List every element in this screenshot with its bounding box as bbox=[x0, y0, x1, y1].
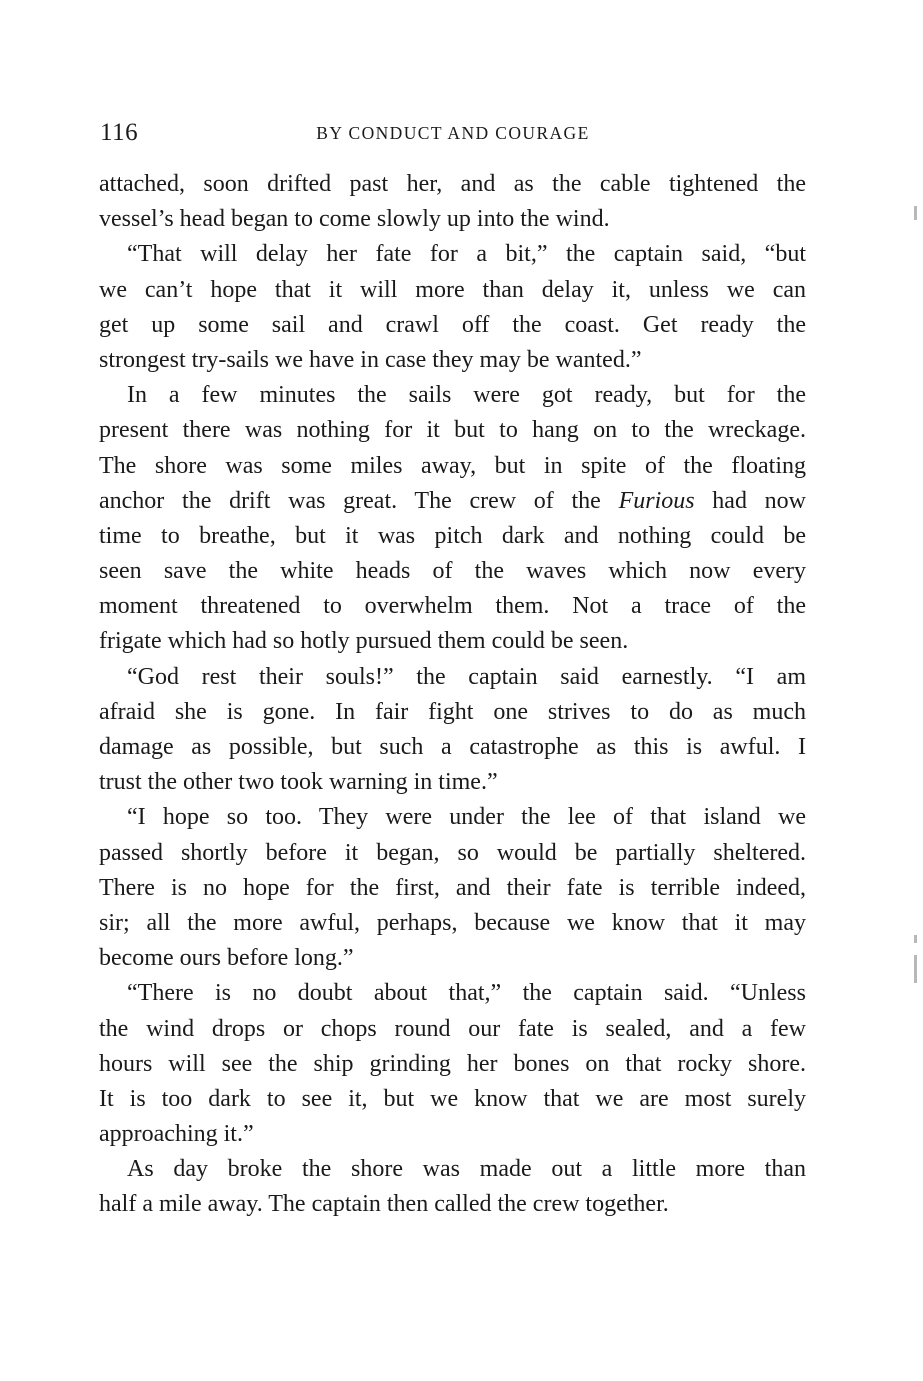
text-line: There is no hope for the first, and their fate is terrible indeed, bbox=[99, 874, 806, 901]
text-line: afraid she is gone. In fair fight one strives to do as much bbox=[99, 698, 806, 725]
text-line: trust the other two took warning in time.” bbox=[99, 769, 498, 796]
running-head: BY CONDUCT AND COURAGE bbox=[316, 123, 590, 143]
scan-mark bbox=[914, 955, 917, 983]
ship-name: Furious bbox=[618, 487, 695, 514]
text-line: “That will delay her fate for a bit,” the captain said, “but bbox=[127, 241, 806, 268]
text-line: strongest try-sails we have in case they may be wanted.” bbox=[99, 346, 642, 373]
text-line: half a mile away. The captain then called the crew together. bbox=[99, 1191, 669, 1218]
text-line: passed shortly before it began, so would be partially sheltered. bbox=[99, 839, 806, 866]
text-line: moment threatened to overwhelm them. Not a trace of the bbox=[99, 593, 806, 620]
text-line: The shore was some miles away, but in spite of the floating bbox=[99, 452, 806, 479]
text-line: attached, soon drifted past her, and as the cable tightened the bbox=[99, 171, 806, 197]
text-line: seen save the white heads of the waves which now every bbox=[99, 558, 806, 585]
scan-mark bbox=[914, 206, 917, 220]
text-line: hours will see the ship grinding her bones on that rocky shore. bbox=[99, 1050, 806, 1077]
text-line: we can’t hope that it will more than delay it, unless we can bbox=[99, 276, 806, 303]
text-line: present there was nothing for it but to hang on to the wreckage. bbox=[99, 417, 806, 444]
text-line: vessel’s head began to come slowly up into the wind. bbox=[99, 206, 610, 233]
text-line: get up some sail and crawl off the coast. Get ready the bbox=[99, 311, 806, 338]
text-line: frigate which had so hotly pursued them could be seen. bbox=[99, 628, 629, 655]
text-line: As day broke the shore was made out a little more than bbox=[127, 1156, 806, 1183]
text-line: time to breathe, but it was pitch dark and nothing could be bbox=[99, 522, 806, 549]
text-line: damage as possible, but such a catastrophe as this is awful. I bbox=[99, 734, 806, 760]
page-number: 116 bbox=[100, 119, 139, 146]
body-text bbox=[99, 167, 806, 1223]
text-line: “God rest their souls!” the captain said earnestly. “I am bbox=[127, 663, 806, 690]
text-line: the wind drops or chops round our fate is sealed, and a few bbox=[99, 1015, 806, 1042]
text-line: anchor the drift was great. The crew of the Furious had now bbox=[99, 487, 807, 514]
text-line: become ours before long.” bbox=[99, 945, 354, 972]
scan-mark bbox=[914, 935, 917, 943]
text-line: In a few minutes the sails were got ready, but for the bbox=[127, 382, 806, 409]
text-line: “I hope so too. They were under the lee of that island we bbox=[127, 804, 806, 831]
text-line: approaching it.” bbox=[99, 1121, 254, 1148]
text-line: “There is no doubt about that,” the captain said. “Unless bbox=[127, 980, 806, 1007]
text-line: sir; all the more awful, perhaps, because we know that it may bbox=[99, 909, 806, 936]
page-header bbox=[100, 118, 806, 148]
text-line: It is too dark to see it, but we know that we are most surely bbox=[99, 1085, 806, 1112]
